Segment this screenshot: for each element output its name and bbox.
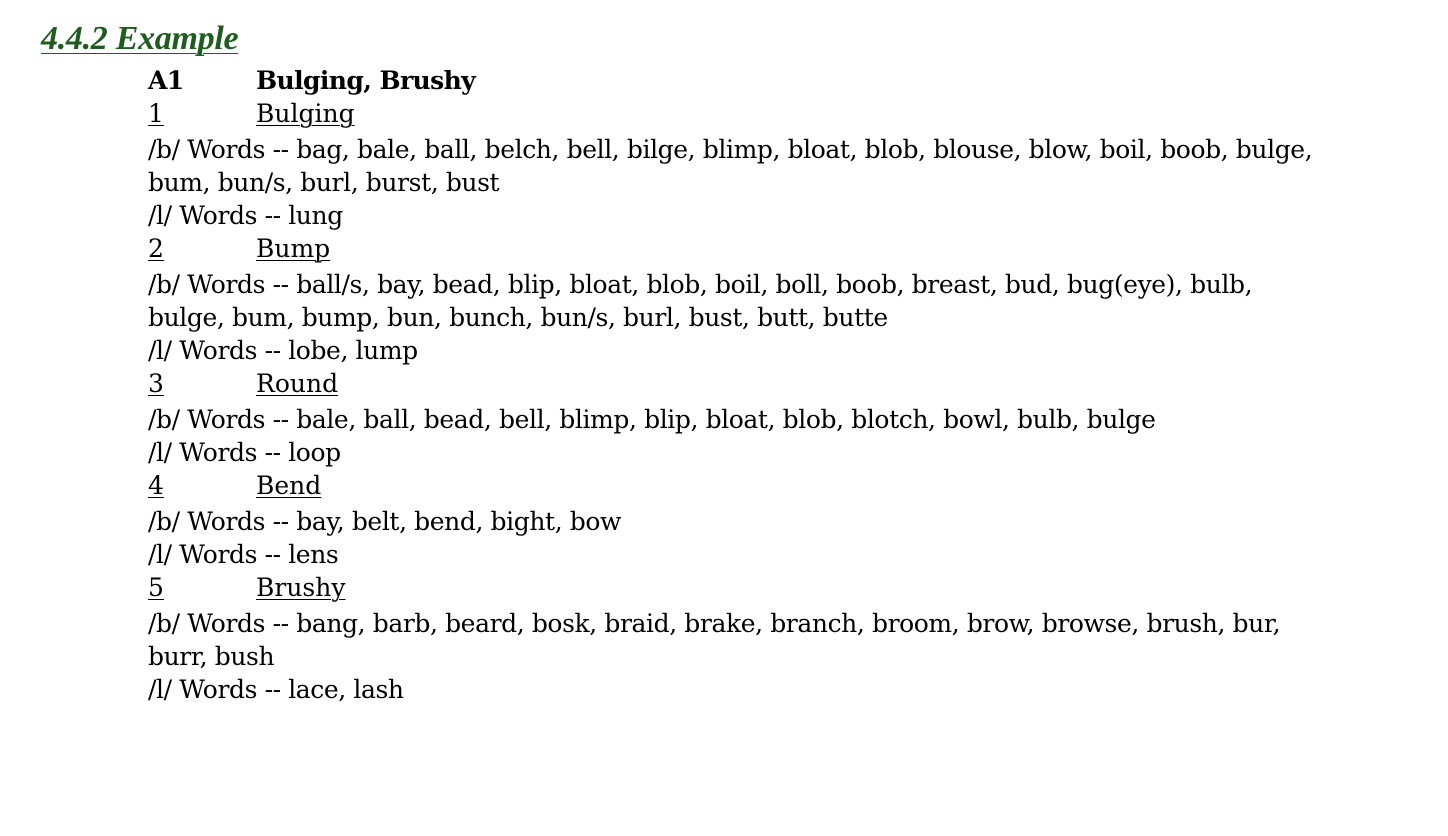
entry-heading-row <box>148 571 1328 604</box>
b-words-list: /b/ Words -- bang, barb, beard, bosk, braid, brake, branch, broom, brow, browse, brush, bur, burr, bush <box>148 609 1281 671</box>
entry-heading-row <box>148 367 1328 400</box>
entry-heading-row <box>148 232 1328 265</box>
entry-number: 3 <box>148 369 164 398</box>
entry-heading-row <box>148 469 1328 502</box>
entry <box>148 469 1328 571</box>
b-words-list: /b/ Words -- bale, ball, bead, bell, blimp, blip, bloat, blob, blotch, bowl, bulb, bulge <box>148 405 1156 434</box>
l-words-list: /l/ Words -- lobe, lump <box>148 336 418 365</box>
entry <box>148 571 1328 706</box>
b-words-list: /b/ Words -- bay, belt, bend, bight, bow <box>148 507 622 536</box>
group-title: Bulging, Brushy <box>256 66 476 95</box>
entry-number: 1 <box>148 99 164 128</box>
entry <box>148 367 1328 469</box>
l-words-list: /l/ Words -- lens <box>148 540 339 569</box>
entry-title: Round <box>256 369 339 398</box>
b-words-list: /b/ Words -- ball/s, bay, bead, blip, bloat, blob, boil, boll, boob, breast, bud, bug(eye), bulb, bulge, bum, bump, bun, bunch, bun/s, burl, bust, butt, butte <box>148 270 1253 332</box>
group-id: A1 <box>148 66 184 95</box>
group-heading-row <box>148 64 1328 97</box>
entry-number: 2 <box>148 234 164 263</box>
l-words-list: /l/ Words -- loop <box>148 438 341 467</box>
entry-number: 4 <box>148 471 164 500</box>
l-words-list: /l/ Words -- lace, lash <box>148 675 404 704</box>
l-words-list: /l/ Words -- lung <box>148 201 343 230</box>
entry-title: Bulging <box>256 99 355 128</box>
entry <box>148 232 1328 367</box>
example-content <box>148 64 1328 706</box>
entry-heading-row <box>148 97 1328 130</box>
entry-title: Bump <box>256 234 331 263</box>
b-words-list: /b/ Words -- bag, bale, ball, belch, bell, bilge, blimp, bloat, blob, blouse, blow, boil, boob, bulge, bum, bun/s, burl, burst, bust <box>148 135 1313 197</box>
entry <box>148 97 1328 232</box>
section-heading: 4.4.2 Example <box>41 20 239 57</box>
entry-title: Bend <box>256 471 322 500</box>
entry-number: 5 <box>148 573 164 602</box>
entry-title: Brushy <box>256 573 346 602</box>
